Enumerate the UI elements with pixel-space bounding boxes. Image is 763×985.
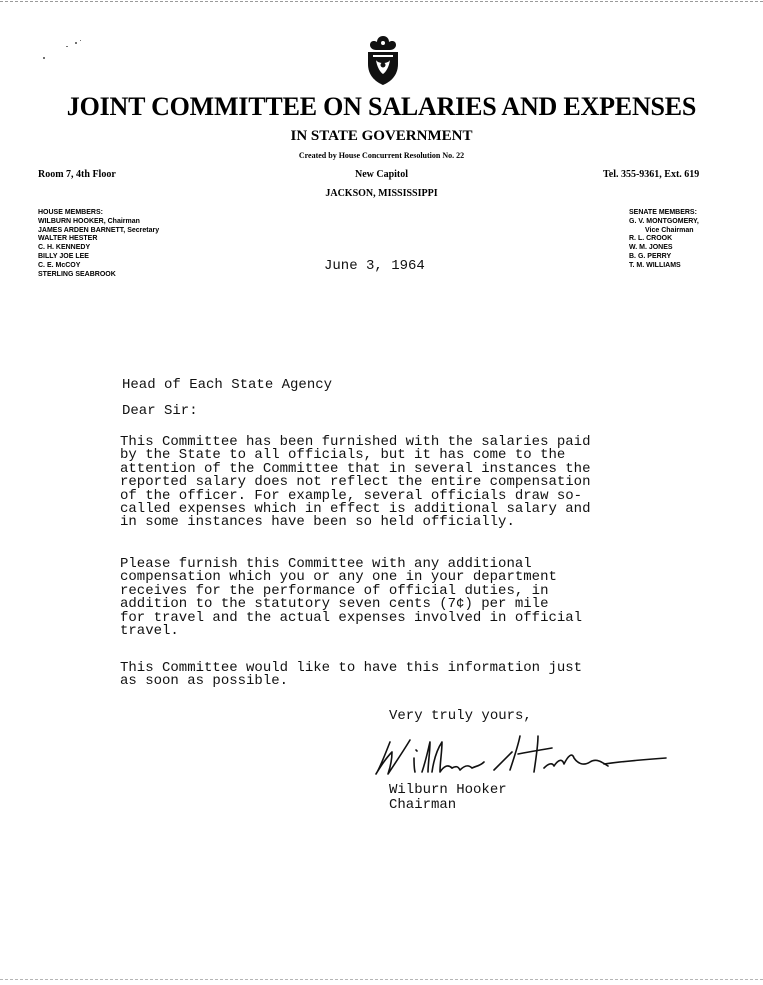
- addressee: Head of Each State Agency: [122, 377, 333, 393]
- paragraph-line: compensation which you or any one in your department: [120, 569, 557, 586]
- paragraph-line: of the officer. For example, several officials draw so-: [120, 487, 583, 504]
- scan-speck: [75, 42, 77, 44]
- house-member: STERLING SEABROOK: [38, 270, 116, 278]
- committee-name: JOINT COMMITTEE ON SALARIES AND EXPENSES: [66, 92, 697, 121]
- paragraph-line: reported salary does not reflect the entire compensation: [120, 474, 591, 491]
- signer-title: Chairman: [389, 797, 457, 813]
- house-member: C. H. KENNEDY: [38, 244, 91, 252]
- senate-member: W. M. JONES: [629, 244, 673, 252]
- body-paragraph-2: [120, 558, 582, 638]
- salutation: Dear Sir:: [122, 403, 198, 419]
- paragraph-line: in some instances have been so held officially.: [120, 514, 515, 531]
- paragraph-line: by the State to all officials, but it has come to the: [120, 447, 566, 464]
- paragraph-line: receives for the performance of official duties, in: [120, 582, 549, 599]
- senate-member: B. G. PERRY: [629, 252, 672, 260]
- building-name: New Capitol: [354, 169, 409, 180]
- house-members-heading: HOUSE MEMBERS:: [38, 209, 103, 216]
- room-address: Room 7, 4th Floor: [38, 169, 116, 180]
- house-member: BILLY JOE LEE: [38, 252, 89, 260]
- body-paragraph-1: [120, 436, 590, 530]
- signer-name: Wilburn Hooker: [389, 782, 507, 798]
- house-member: C. E. McCOY: [38, 261, 81, 269]
- body-paragraph-3: [120, 662, 582, 689]
- house-member: WILBURN HOOKER, Chairman: [38, 217, 140, 225]
- committee-subtitle: IN STATE GOVERNMENT: [290, 128, 473, 144]
- telephone-number: Tel. 355-9361, Ext. 619: [603, 169, 700, 180]
- paragraph-line: Please furnish this Committee with any additional: [120, 556, 532, 572]
- house-members-list: [38, 209, 159, 279]
- senate-members-list: [629, 209, 699, 271]
- senate-member: R. L. CROOK: [629, 235, 673, 243]
- letter-date: June 3, 1964: [324, 258, 425, 274]
- state-seal-icon: [362, 34, 404, 86]
- paragraph-line: addition to the statutory seven cents (7¢) per mile: [120, 596, 549, 613]
- scan-speck: [66, 46, 68, 47]
- paragraph-line: called expenses which in effect is additional salary and: [120, 501, 591, 518]
- senate-member-role: Vice Chairman: [645, 226, 694, 234]
- senate-member: T. M. WILLIAMS: [629, 261, 681, 269]
- house-member: WALTER HESTER: [38, 235, 98, 243]
- scan-speck: [80, 40, 81, 41]
- bottom-border-dashes: [0, 979, 763, 980]
- senate-members-heading: SENATE MEMBERS:: [629, 209, 697, 216]
- handwritten-signature: [368, 728, 673, 788]
- scan-speck: [43, 57, 45, 59]
- paragraph-line: attention of the Committee that in several instances the: [120, 460, 591, 477]
- created-by-note: Created by House Concurrent Resolution No. 22: [298, 151, 465, 160]
- paragraph-line: for travel and the actual expenses involved in official: [120, 609, 583, 626]
- paragraph-line: as soon as possible.: [120, 673, 289, 690]
- closing: Very truly yours,: [389, 708, 532, 724]
- paragraph-line: travel.: [120, 623, 179, 640]
- city-state: JACKSON, MISSISSIPPI: [325, 188, 438, 199]
- top-border-dashes: [0, 1, 763, 2]
- paragraph-line: This Committee has been furnished with the salaries paid: [120, 434, 591, 450]
- house-member: JAMES ARDEN BARNETT, Secretary: [38, 226, 160, 234]
- paragraph-line: This Committee would like to have this information just: [120, 660, 583, 676]
- senate-member: G. V. MONTGOMERY,: [629, 217, 699, 225]
